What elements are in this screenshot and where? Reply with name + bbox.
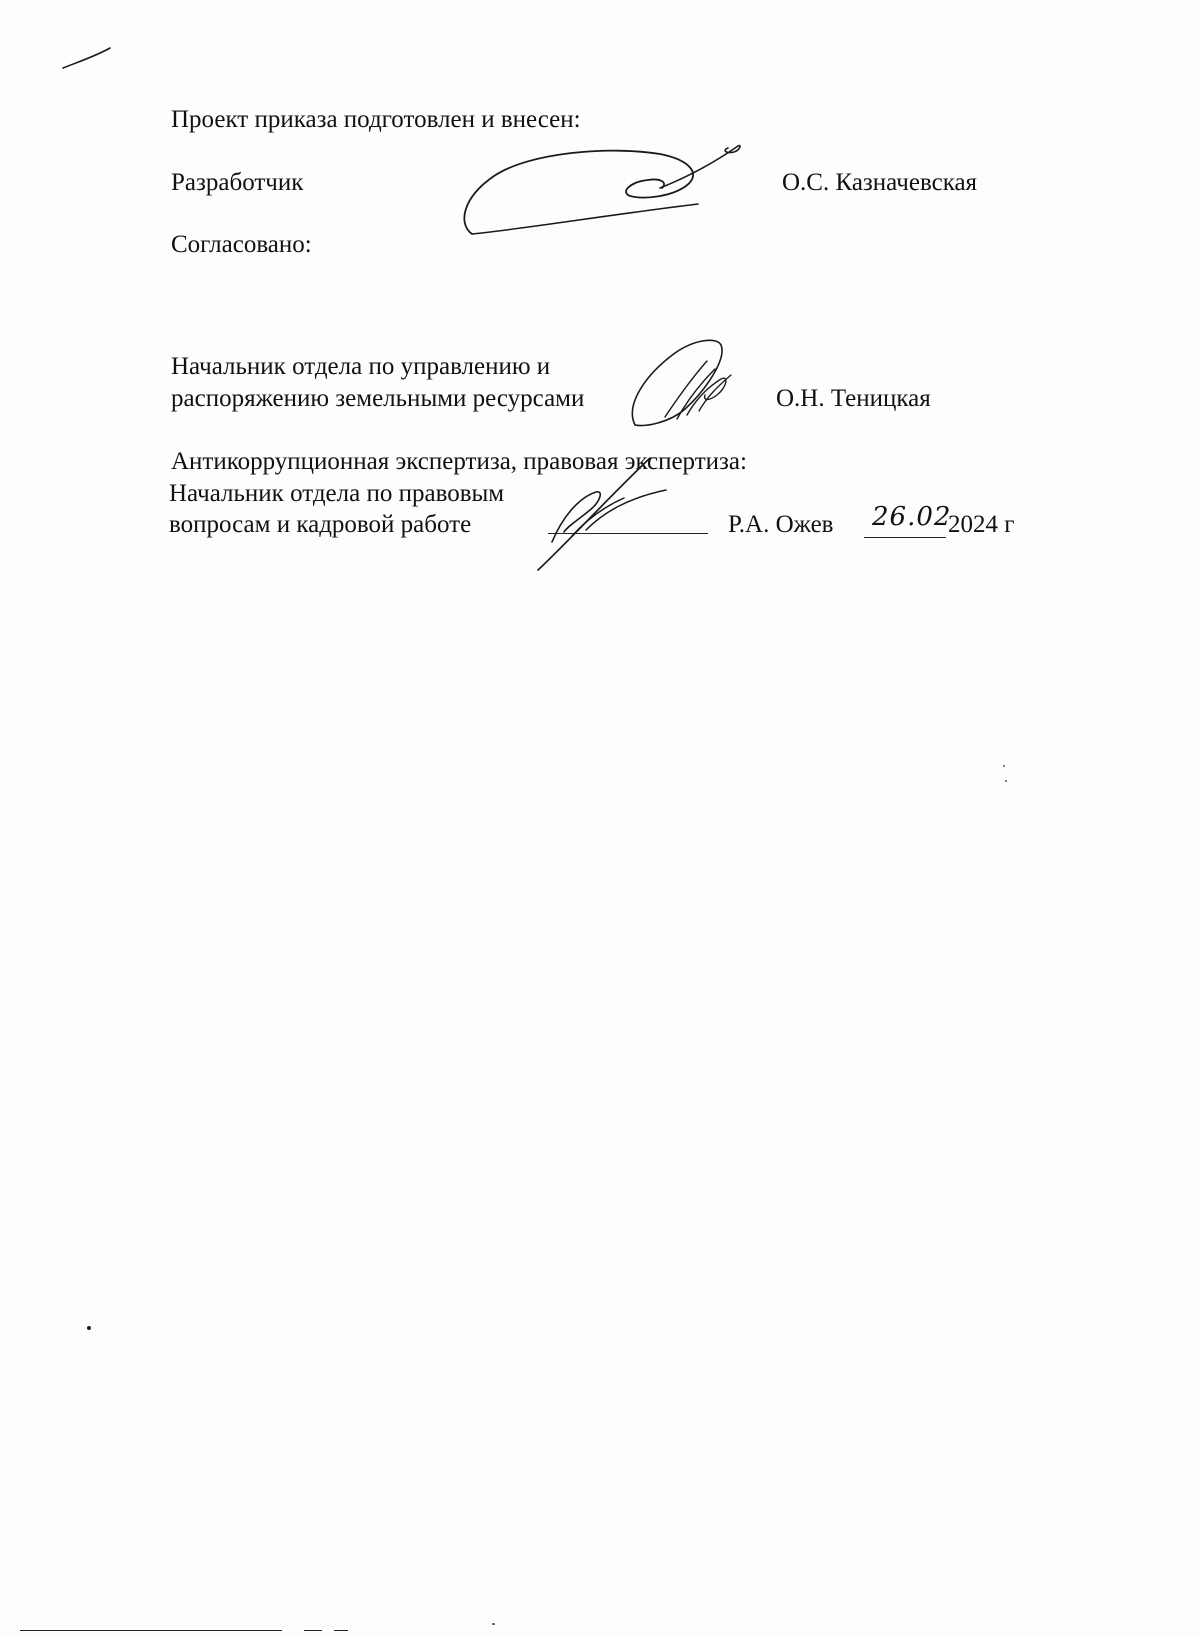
head-land-role-line2: распоряжению земельными ресурсами (171, 385, 585, 412)
scan-speck (87, 1326, 91, 1330)
expertise-heading: Антикоррупционная экспертиза, правовая экспертиза: (171, 448, 747, 475)
head-land-name: О.Н. Теницкая (776, 385, 931, 412)
prepared-label: Проект приказа подготовлен и внесен: (171, 106, 581, 133)
expertise-role-line1: Начальник отдела по правовым (169, 480, 505, 507)
expertise-role-line2: вопросам и кадровой работе (169, 511, 472, 538)
scan-edge-line (20, 1630, 282, 1631)
head-land-signature (625, 335, 745, 435)
scan-edge-line (304, 1630, 322, 1631)
scan-speck (1003, 765, 1005, 767)
date-year: 2024 г (948, 511, 1015, 538)
scan-speck (492, 1623, 495, 1625)
lawyer-signature (538, 446, 708, 576)
date-handwritten: 26.02 (872, 502, 952, 532)
date-underline (864, 537, 946, 538)
agreed-label: Согласовано: (171, 231, 312, 258)
developer-name: О.С. Казначевская (782, 169, 978, 196)
scan-edge-line (334, 1630, 348, 1631)
corner-pen-mark (58, 44, 118, 74)
head-land-role-line1: Начальник отдела по управлению и (171, 353, 551, 380)
expertise-name: Р.А. Ожев (728, 511, 834, 538)
developer-signature (460, 138, 760, 248)
developer-role: Разработчик (171, 169, 304, 196)
scan-speck (1005, 780, 1007, 782)
